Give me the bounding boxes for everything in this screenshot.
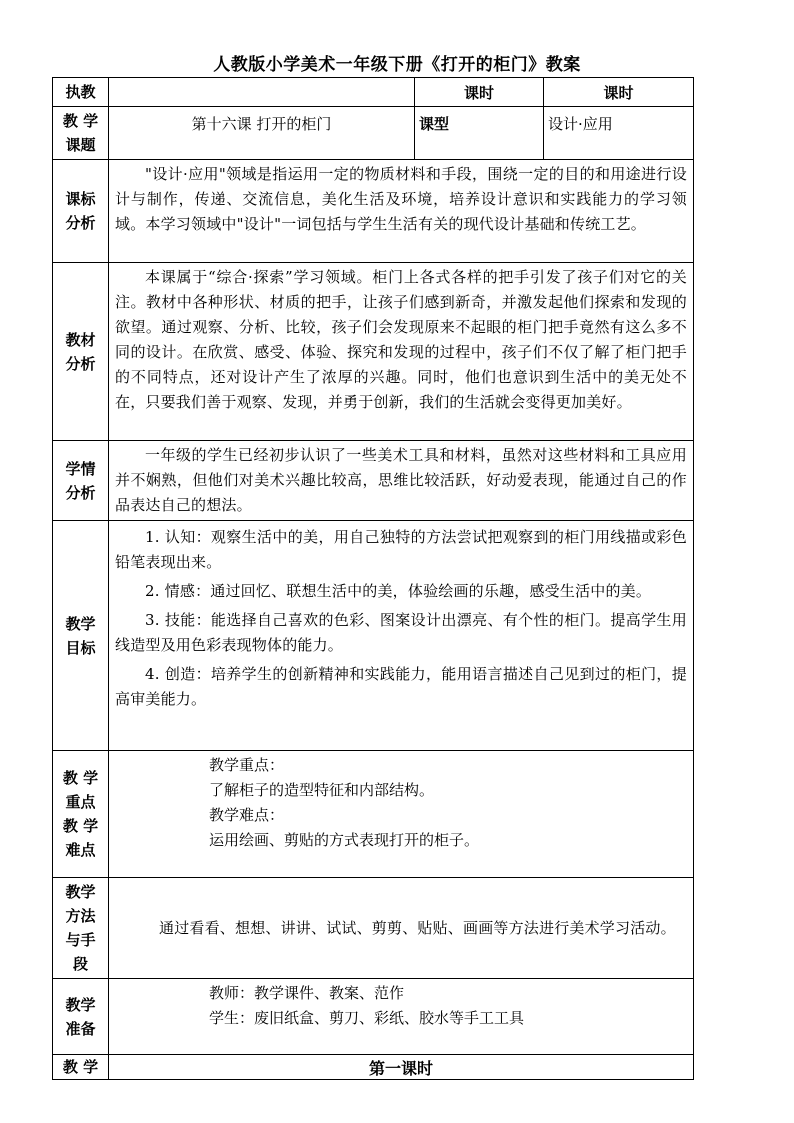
- lesson-topic: 第十六课 打开的柜门: [109, 107, 415, 160]
- goals-content-cell: [109, 521, 694, 751]
- topic-label-line-1: 教 学: [62, 112, 99, 130]
- teacher-label-cell: [53, 78, 109, 107]
- lesson-type-label: 课型: [415, 107, 544, 160]
- prep-students: 学生：废旧纸盒、剪刀、彩纸、胶水等手工工具: [209, 1009, 525, 1027]
- material-label-cell: [53, 263, 109, 441]
- key-points-label-cell: [53, 751, 109, 878]
- goals-label-cell: [53, 521, 109, 751]
- topic-label-cell: [53, 107, 109, 160]
- goal-item-2: 2. 情感：通过回忆、联想生活中的美，体验绘画的乐趣，感受生活中的美。: [145, 582, 652, 600]
- methods-row: [53, 878, 694, 979]
- methods-label-cell: [53, 878, 109, 979]
- learners-label-line-2: 分析: [65, 483, 96, 502]
- key-points-label-line-1: 教 学: [62, 769, 99, 787]
- key-points-label-line-2: 重点: [65, 793, 96, 811]
- methods-content-cell: [109, 878, 694, 979]
- material-label-line-2: 分析: [65, 354, 96, 373]
- material-content-cell: [109, 263, 694, 441]
- learners-label-cell: [53, 441, 109, 521]
- standard-content-cell: [109, 160, 694, 263]
- lesson-plan-table: [52, 77, 694, 1080]
- topic-label-line-2: 课题: [65, 136, 96, 154]
- teacher-value-cell: [109, 78, 415, 107]
- prep-label-line-1: 教学: [65, 995, 96, 1014]
- prep-label-line-2: 准备: [65, 1019, 96, 1038]
- goals-label-line-1: 教学: [65, 614, 96, 633]
- learners-label-line-1: 学情: [65, 459, 96, 478]
- process-row: [53, 1055, 694, 1080]
- difficulty-text: 运用绘画、剪贴的方式表现打开的柜子。: [209, 831, 480, 849]
- difficulty-heading: 教学难点：: [209, 806, 285, 824]
- standard-label-line-1: 课标: [65, 190, 96, 208]
- methods-label-line-1: 教学: [65, 883, 96, 901]
- goal-item-1: 1. 认知：观察生活中的美，用自己独特的方法尝试把观察到的柜门用线描或彩色铅笔表现出来。: [115, 528, 687, 571]
- standard-label-cell: [53, 160, 109, 263]
- topic-row: [53, 107, 694, 160]
- learners-row: [53, 441, 694, 521]
- key-point-heading: 教学重点：: [209, 756, 285, 774]
- material-label-line-1: 教材: [65, 330, 96, 349]
- key-points-label-line-4: 难点: [65, 841, 96, 859]
- lesson-type-value: 设计·应用: [544, 107, 694, 160]
- process-label: 教 学: [62, 1058, 99, 1076]
- goal-item-4: 4. 创造：培养学生的创新精神和实践能力，能用语言描述自己见到过的柜门，提高审美能力。: [115, 665, 687, 708]
- methods-label-line-2: 方法: [65, 907, 96, 925]
- key-points-label-line-3: 教 学: [62, 817, 99, 835]
- goal-item-3: 3. 技能：能选择自己喜欢的色彩、图案设计出漂亮、有个性的柜门。提高学生用线造型及用色彩表现物体的能力。: [115, 611, 687, 654]
- key-point-text: 了解柜子的造型特征和内部结构。: [209, 781, 435, 799]
- material-row: [53, 263, 694, 441]
- key-points-content-cell: [109, 751, 694, 878]
- prep-label-cell: [53, 979, 109, 1055]
- standard-row: [53, 160, 694, 263]
- prep-row: [53, 979, 694, 1055]
- period-label-cell: 课时: [415, 78, 544, 107]
- goals-label-line-2: 目标: [65, 638, 96, 657]
- header-row: [53, 78, 694, 107]
- first-period-heading: 第一课时: [109, 1055, 694, 1080]
- standard-text: "设计·应用"领域是指运用一定的物质材料和手段，围绕一定的目的和用途进行设计与制作，传递、交流信息，美化生活及环境，培养设计意识和实践能力的学习领域。本学习领域中"设计"一词包括与学生生活有关的现代设计基础和传统工艺。: [115, 165, 687, 233]
- prep-content-cell: [109, 979, 694, 1055]
- prep-teacher: 教师：教学课件、教案、范作: [209, 984, 405, 1002]
- methods-text: 通过看看、想想、讲讲、试试、剪剪、贴贴、画画等方法进行美术学习活动。: [159, 918, 676, 937]
- methods-label-line-4: 段: [72, 955, 88, 973]
- standard-label-line-2: 分析: [65, 214, 96, 232]
- process-label-cell: [53, 1055, 109, 1080]
- material-text: 本课属于“综合·探索”学习领域。柜门上各式各样的把手引发了孩子们对它的关注。教材中各种形状、材质的把手，让孩子们感到新奇，并激发起他们探索和发现的欲望。通过观察、分析、比较，孩子们会发现原来不起眼的柜门把手竟然有这么多不同的设计。在欣赏、感受、体验、探究和发现的过程中，孩子们不仅了解了柜门把手的不同特点，还对设计产生了浓厚的兴趣。同时，他们也意识到生活中的美无处不在，只要我们善于观察、发现，并勇于创新，我们的生活就会变得更加美好。: [115, 268, 687, 411]
- key-points-row: [53, 751, 694, 878]
- learners-content-cell: [109, 441, 694, 521]
- document-title: 人教版小学美术一年级下册《打开的柜门》教案: [213, 55, 581, 75]
- learners-text: 一年级的学生已经初步认识了一些美术工具和材料，虽然对这些材料和工具应用并不娴熟，但他们对美术兴趣比较高，思维比较活跃，好动爱表现，能通过自己的作品表达自己的想法。: [115, 446, 687, 514]
- period-value-cell: 课时: [544, 78, 694, 107]
- teacher-label: 执教: [65, 83, 96, 101]
- goals-row: [53, 521, 694, 751]
- methods-label-line-3: 与手: [65, 931, 96, 949]
